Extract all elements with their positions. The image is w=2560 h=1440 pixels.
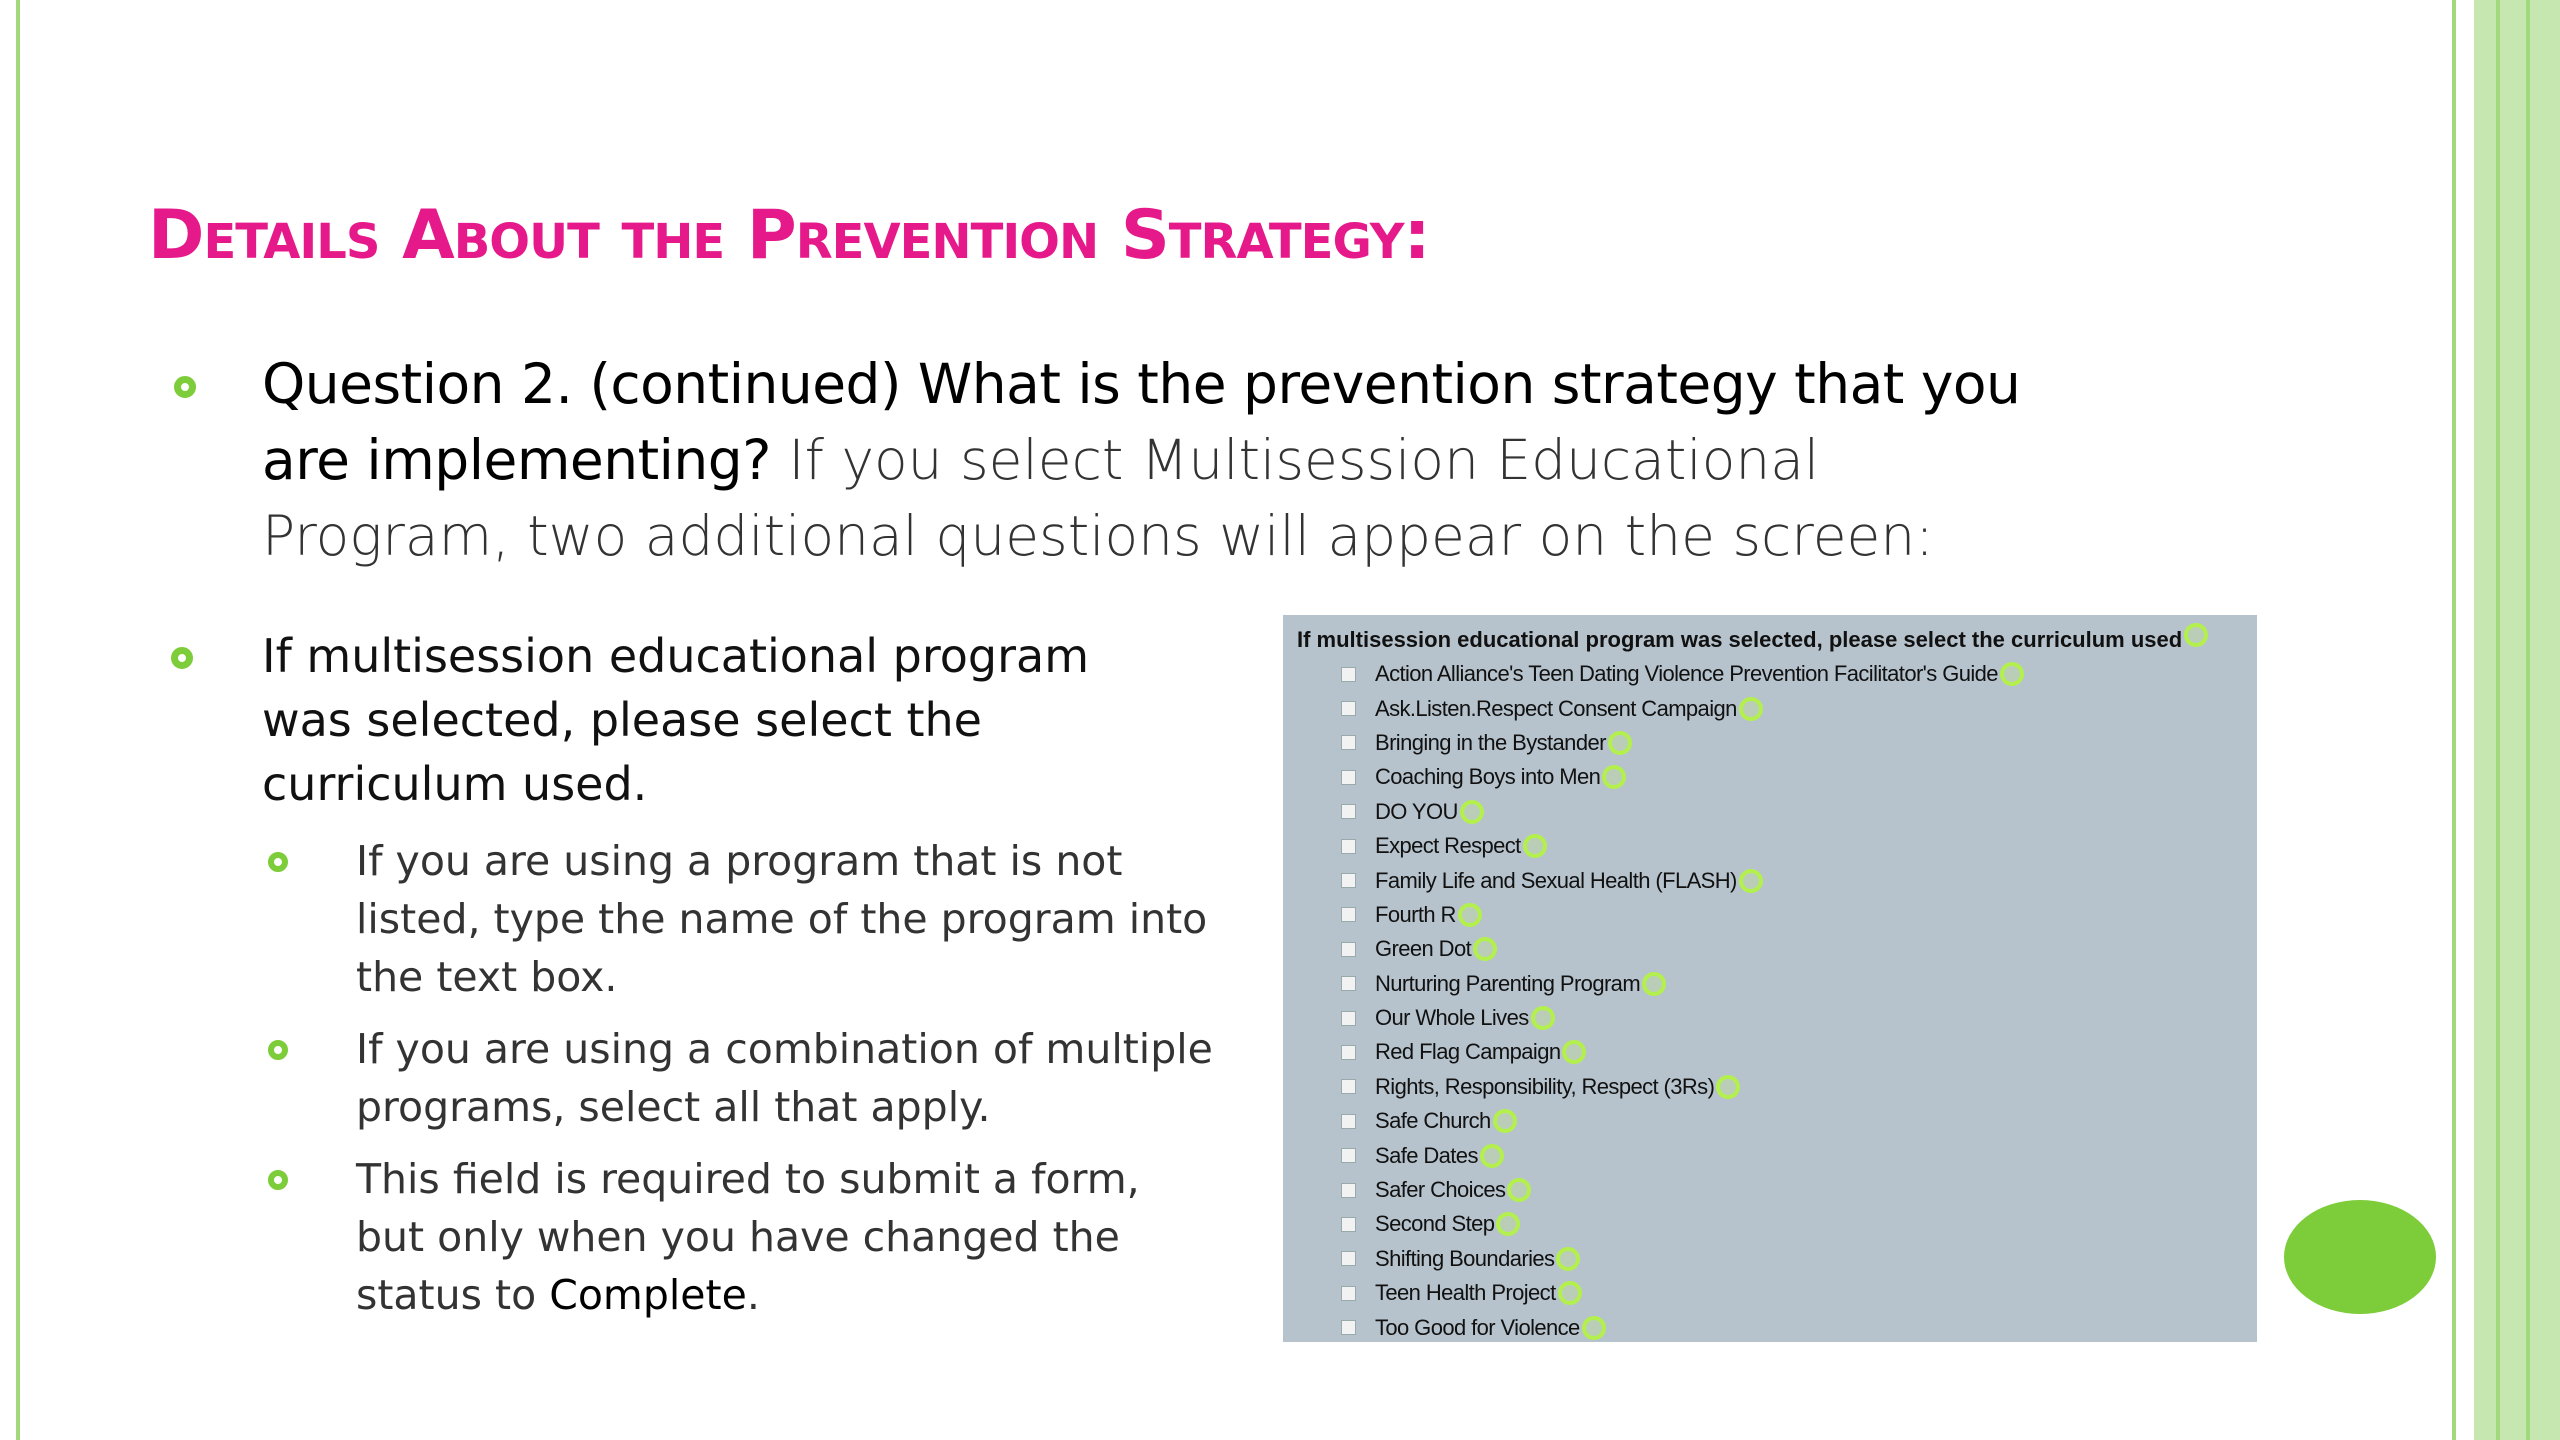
checkbox[interactable]: [1341, 873, 1356, 888]
checkbox[interactable]: [1341, 1286, 1356, 1301]
note-text: If you are using a program that is not listed, type the name of the program into the text box.: [356, 837, 1208, 1001]
curriculum-option-label: Red Flag Campaign: [1375, 1039, 1561, 1065]
help-icon[interactable]: [1460, 800, 1484, 824]
curriculum-option[interactable]: [1297, 1310, 2257, 1344]
note-strong-text: Complete: [549, 1271, 747, 1319]
checkbox[interactable]: [1341, 839, 1356, 854]
curriculum-options: [1297, 657, 2257, 1345]
note-item: [356, 1020, 1216, 1136]
curriculum-option-label: Bringing in the Bystander: [1375, 729, 1606, 755]
curriculum-option[interactable]: [1297, 1035, 2257, 1069]
bullet-icon: [171, 647, 193, 669]
curriculum-option[interactable]: [1297, 1173, 2257, 1207]
slide-border-left: [16, 0, 20, 1440]
curriculum-option-label: Second Step: [1375, 1211, 1495, 1237]
curriculum-option-label: Action Alliance's Teen Dating Violence Prevention Facilitator's Guide: [1375, 661, 1998, 687]
curriculum-option[interactable]: [1297, 1104, 2257, 1138]
curriculum-field-label-text: If multisession educational program was selected, please select the curriculum used: [1297, 627, 2183, 652]
checkbox[interactable]: [1341, 1045, 1356, 1060]
curriculum-option-label: Rights, Responsibility, Respect (3Rs): [1375, 1073, 1715, 1099]
checkbox[interactable]: [1341, 1114, 1356, 1129]
help-icon[interactable]: [1496, 1212, 1520, 1236]
curriculum-option[interactable]: [1297, 1242, 2257, 1276]
curriculum-option-label: Fourth R: [1375, 901, 1456, 927]
help-icon[interactable]: [1531, 1006, 1555, 1030]
bullet-icon: [268, 1040, 288, 1060]
curriculum-option[interactable]: [1297, 829, 2257, 863]
curriculum-field-label: [1297, 623, 2257, 653]
curriculum-option-label: Safe Church: [1375, 1108, 1491, 1134]
help-icon[interactable]: [2184, 623, 2208, 647]
note-item: [356, 832, 1216, 1006]
curriculum-option[interactable]: [1297, 1138, 2257, 1172]
help-icon[interactable]: [1507, 1178, 1531, 1202]
curriculum-option-label: Our Whole Lives: [1375, 1005, 1529, 1031]
curriculum-option-label: Green Dot: [1375, 936, 1472, 962]
curriculum-option-label: Expect Respect: [1375, 833, 1521, 859]
checkbox[interactable]: [1341, 701, 1356, 716]
curriculum-option-label: Too Good for Violence: [1375, 1314, 1580, 1340]
curriculum-option-label: Nurturing Parenting Program: [1375, 970, 1641, 996]
help-icon[interactable]: [1739, 869, 1763, 893]
help-icon[interactable]: [1642, 972, 1666, 996]
bullet-icon: [268, 1170, 288, 1190]
checkbox[interactable]: [1341, 735, 1356, 750]
checkbox[interactable]: [1341, 1320, 1356, 1335]
help-icon[interactable]: [1739, 697, 1763, 721]
curriculum-option[interactable]: [1297, 932, 2257, 966]
note-text: This field is required to submit a form, but only when you have changed the status to: [356, 1155, 1140, 1319]
decorative-oval: [2284, 1200, 2436, 1314]
curriculum-option-label: Teen Health Project: [1375, 1280, 1556, 1306]
help-icon[interactable]: [1582, 1316, 1606, 1340]
curriculum-option[interactable]: [1297, 657, 2257, 691]
checkbox[interactable]: [1341, 976, 1356, 991]
help-icon[interactable]: [1562, 1040, 1586, 1064]
slide-title: Details About the Prevention Strategy:: [148, 196, 1430, 275]
checkbox[interactable]: [1341, 1011, 1356, 1026]
slide-side-bars: [2474, 0, 2560, 1440]
question-detail-text: If you select Multisession Educational Program, two additional questions will appear on the screen:: [262, 428, 1934, 568]
curriculum-option[interactable]: [1297, 1001, 2257, 1035]
sub-question: If multisession educational program was selected, please select the curriculum used.: [262, 629, 1090, 811]
help-icon[interactable]: [1473, 937, 1497, 961]
checkbox[interactable]: [1341, 1148, 1356, 1163]
curriculum-option-label: Ask.Listen.Respect Consent Campaign: [1375, 695, 1737, 721]
curriculum-option[interactable]: [1297, 967, 2257, 1001]
bullet-icon: [268, 852, 288, 872]
curriculum-option-label: Family Life and Sexual Health (FLASH): [1375, 867, 1737, 893]
checkbox[interactable]: [1341, 770, 1356, 785]
help-icon[interactable]: [1480, 1144, 1504, 1168]
checkbox[interactable]: [1341, 942, 1356, 957]
checkbox[interactable]: [1341, 804, 1356, 819]
slide-border-right: [2452, 0, 2456, 1440]
checkbox[interactable]: [1341, 1217, 1356, 1232]
curriculum-option[interactable]: [1297, 1276, 2257, 1310]
help-icon[interactable]: [1493, 1109, 1517, 1133]
checkbox[interactable]: [1341, 1183, 1356, 1198]
curriculum-option-label: Shifting Boundaries: [1375, 1245, 1555, 1271]
curriculum-option-label: DO YOU: [1375, 798, 1458, 824]
help-icon[interactable]: [1608, 731, 1632, 755]
help-icon[interactable]: [1716, 1075, 1740, 1099]
curriculum-option[interactable]: [1297, 691, 2257, 725]
note-item: [356, 1150, 1216, 1324]
checkbox[interactable]: [1341, 1079, 1356, 1094]
help-icon[interactable]: [1458, 903, 1482, 927]
help-icon[interactable]: [1602, 765, 1626, 789]
curriculum-option[interactable]: [1297, 1207, 2257, 1241]
curriculum-option[interactable]: [1297, 863, 2257, 897]
curriculum-option[interactable]: [1297, 1070, 2257, 1104]
checkbox[interactable]: [1341, 1251, 1356, 1266]
main-question: [262, 346, 2062, 574]
curriculum-option-label: Safe Dates: [1375, 1142, 1478, 1168]
checkbox[interactable]: [1341, 907, 1356, 922]
curriculum-option[interactable]: [1297, 898, 2257, 932]
note-text-end: .: [746, 1271, 760, 1319]
notes-list: [356, 832, 1216, 1338]
help-icon[interactable]: [1523, 834, 1547, 858]
curriculum-option[interactable]: [1297, 726, 2257, 760]
help-icon[interactable]: [1558, 1281, 1582, 1305]
checkbox[interactable]: [1341, 667, 1356, 682]
curriculum-form-screenshot: [1283, 615, 2257, 1342]
curriculum-option-label: Coaching Boys into Men: [1375, 764, 1601, 790]
bullet-icon: [174, 376, 196, 398]
note-text: If you are using a combination of multiple programs, select all that apply.: [356, 1025, 1213, 1131]
help-icon[interactable]: [2000, 662, 2024, 686]
curriculum-option[interactable]: [1297, 760, 2257, 794]
curriculum-option-label: Safer Choices: [1375, 1177, 1506, 1203]
curriculum-option[interactable]: [1297, 795, 2257, 829]
question-bold-text: Question 2. (continued) What is the prevention strategy that you are implementing?: [262, 352, 2021, 492]
help-icon[interactable]: [1556, 1247, 1580, 1271]
